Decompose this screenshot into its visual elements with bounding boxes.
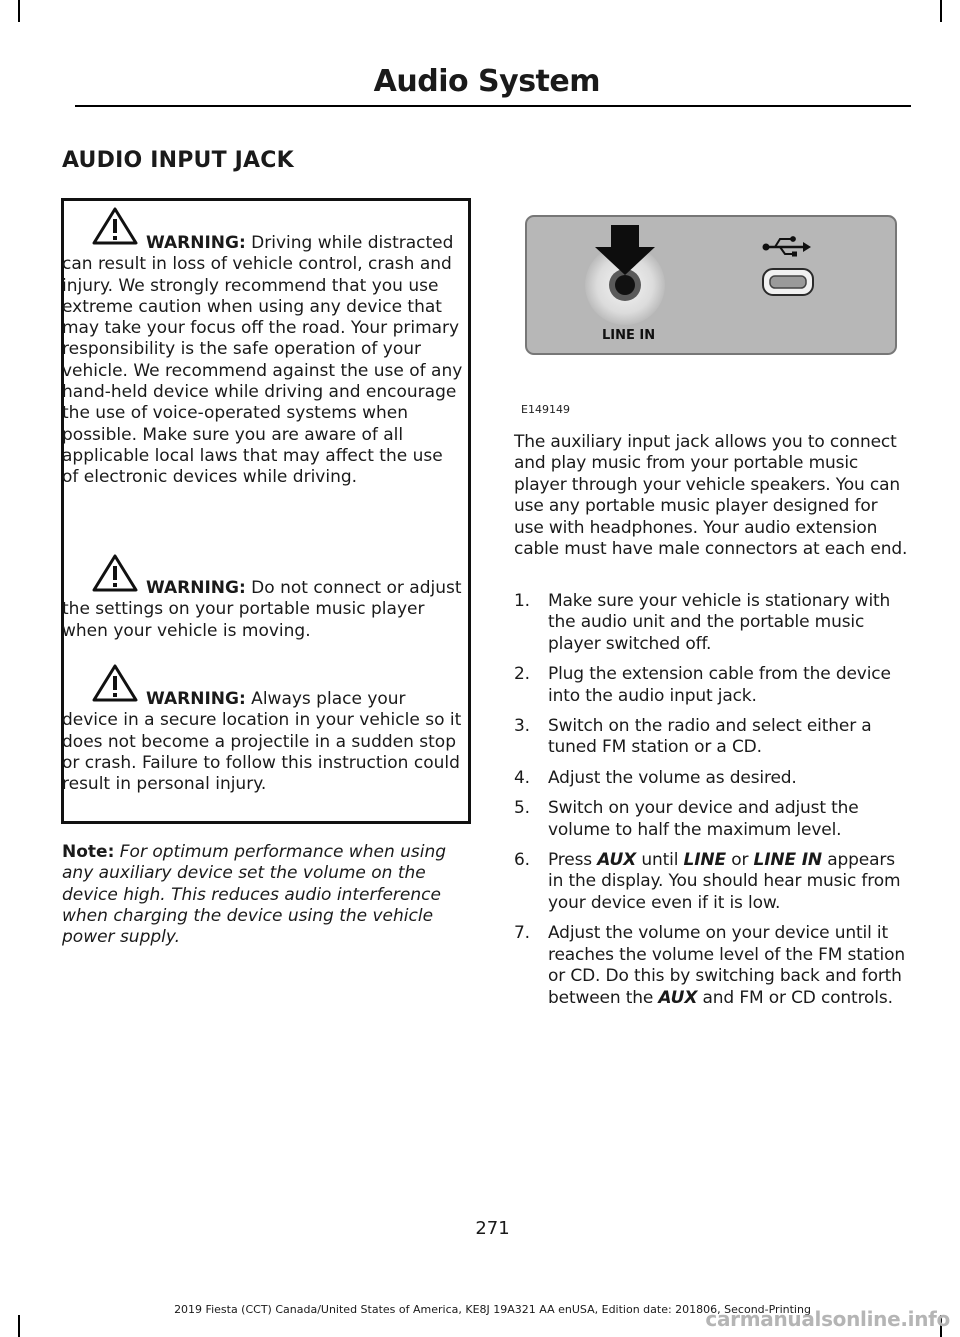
note-label: Note: — [62, 842, 115, 862]
warning-1 — [62, 233, 464, 489]
crop-mark — [940, 0, 942, 22]
list-item: 5. Switch on your device and adjust the volume to half the maximum level. — [514, 798, 859, 840]
page-heading: AUDIO INPUT JACK — [62, 148, 294, 173]
figure-id: E149149 — [521, 403, 570, 416]
warning-label: WARNING: — [146, 689, 246, 709]
usb-icon — [763, 237, 811, 257]
warning-label: WARNING: — [146, 578, 246, 598]
section-title: Audio System — [373, 64, 600, 99]
warning-text: Do not connect or adjust the settings on your portable music player when your vehicle is moving. — [62, 578, 462, 641]
line-in-jack-illustration — [527, 217, 895, 353]
watermark: carmanualsonline.info — [705, 1307, 950, 1331]
line-in-label: LINE IN — [602, 328, 656, 343]
note — [62, 842, 474, 948]
list-item: 3. Switch on the radio and select either a tuned FM station or a CD. — [514, 716, 872, 758]
warning-text: Always place your device in a secure location in your vehicle so it does not become a projectile in a sudden stop or crash. Failure to follow this instruction could result in personal injury. — [62, 689, 462, 795]
note-text: For optimum performance when using any auxiliary device set the volume on the device high. This reduces audio interference when charging the device using the vehicle power supply. — [62, 842, 447, 948]
list-item: 4. Adjust the volume as desired. — [514, 767, 797, 788]
warning-text: Driving while distracted can result in loss of vehicle control, crash and injury. We strongly recommend that you use extreme caution when using any device that may take your focus off the road. Your primary responsibility is the safe operation of your vehicle. We recommend against the use of any hand-held device while driving and encourage the use of voice-operated systems when possible. Make sure you are aware of all applicable local laws that may affect the use of electronic devices while driving. — [62, 233, 463, 488]
header-rule — [75, 105, 911, 107]
list-item: 6. Press AUX until LINE or LINE IN appears in the display. You should hear music from your device even if it is low. — [514, 850, 901, 913]
warning-label: WARNING: — [146, 233, 246, 253]
page-number: 271 — [475, 1218, 510, 1239]
audio-jack-panel-figure — [525, 215, 897, 355]
crop-mark — [18, 0, 20, 22]
warning-3 — [62, 689, 464, 795]
intro-paragraph: The auxiliary input jack allows you to connect and play music from your portable music player through your vehicle speakers. You can use any portable music player designed for use with headphones. Your audio extension cable must have male connectors at each end. — [514, 432, 908, 560]
warning-2 — [62, 578, 464, 642]
footer-edition-info: 2019 Fiesta (CCT) Canada/United States of America, KE8J 19A321 AA enUSA, Edition date: 201806, Second-Printing — [174, 1303, 811, 1316]
list-item: 1. Make sure your vehicle is stationary with the audio unit and the portable music player switched off. — [514, 591, 891, 654]
list-item: 2. Plug the extension cable from the device into the audio input jack. — [514, 664, 891, 706]
list-item: 7. Adjust the volume on your device until it reaches the volume level of the FM station or CD. Do this by switching back and forth between the AUX and FM or CD controls. — [514, 923, 905, 1008]
crop-mark — [18, 1315, 20, 1337]
steps-list — [514, 591, 910, 1018]
